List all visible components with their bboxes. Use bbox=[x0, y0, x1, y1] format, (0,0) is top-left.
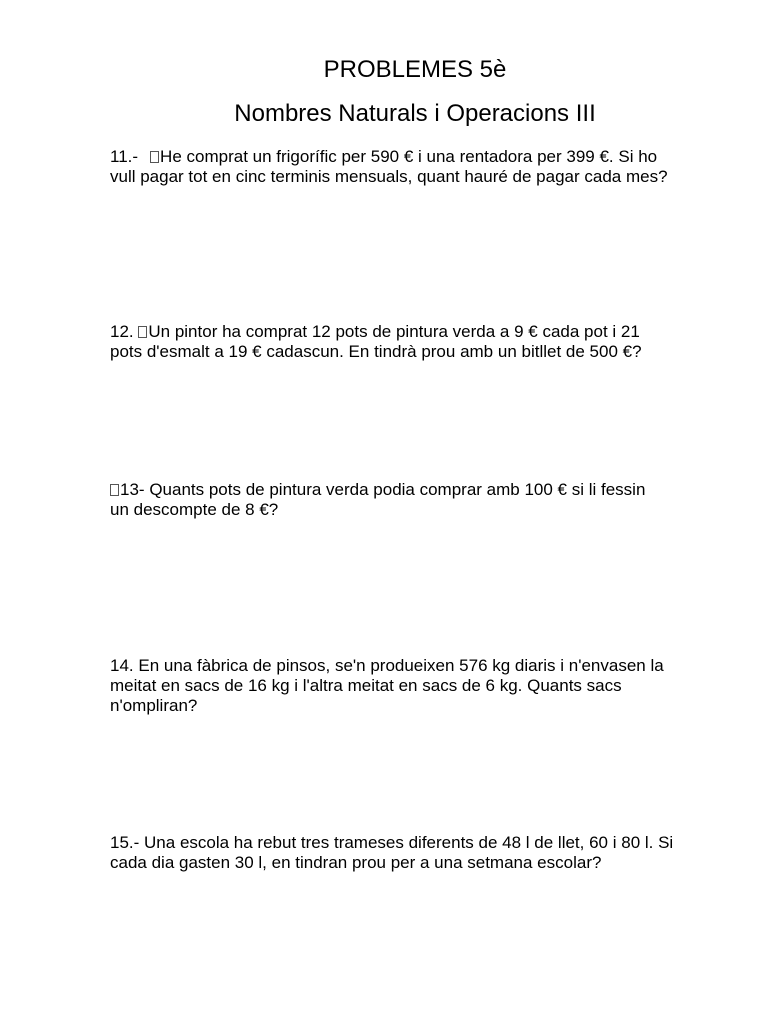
problem-12-number: 12. bbox=[110, 322, 134, 341]
problem-15-text-1: Una escola ha rebut tres trameses diferents de 48 l de llet, 60 i 80 l. Si bbox=[144, 833, 674, 852]
problem-14 bbox=[110, 656, 720, 716]
problem-12-text-1: Un pintor ha comprat 12 pots de pintura verda a 9 € cada pot i 21 bbox=[148, 322, 640, 341]
problem-12-text-2: pots d'esmalt a 19 € cadascun. En tindrà prou amb un bitllet de 500 €? bbox=[110, 342, 642, 361]
problem-13 bbox=[110, 480, 720, 520]
problem-14-number: 14. bbox=[110, 656, 134, 675]
checkbox-glyph-icon bbox=[138, 326, 147, 338]
problem-11-number: 11.- bbox=[110, 147, 139, 166]
problem-14-text-2: meitat en sacs de 16 kg i l'altra meitat en sacs de 6 kg. Quants sacs bbox=[110, 676, 622, 695]
problem-14-text-3: n'ompliran? bbox=[110, 696, 198, 715]
problem-11 bbox=[110, 147, 720, 187]
problem-13-number: 13- bbox=[120, 480, 145, 499]
problem-11-text-2: vull pagar tot en cinc terminis mensuals, quant hauré de pagar cada mes? bbox=[110, 167, 668, 186]
problem-13-line-1 bbox=[110, 480, 720, 500]
problem-15 bbox=[110, 833, 720, 873]
problem-12-line-1 bbox=[110, 322, 720, 342]
problem-13-text-1: Quants pots de pintura verda podia comprar amb 100 € si li fessin bbox=[149, 480, 646, 499]
problem-14-line-1 bbox=[110, 656, 720, 676]
problem-13-text-2: un descompte de 8 €? bbox=[110, 500, 279, 519]
problem-14-text-1: En una fàbrica de pinsos, se'n produeixen 576 kg diaris i n'envasen la bbox=[138, 656, 664, 675]
page-subtitle: Nombres Naturals i Operacions III bbox=[234, 100, 596, 127]
checkbox-glyph-icon bbox=[110, 484, 119, 496]
problem-15-text-2: cada dia gasten 30 l, en tindran prou per a una setmana escolar? bbox=[110, 853, 602, 872]
checkbox-glyph-icon bbox=[150, 151, 159, 163]
page-title: PROBLEMES 5è bbox=[323, 56, 507, 83]
problem-15-number: 15.- bbox=[110, 833, 140, 852]
problem-11-text-1: He comprat un frigorífic per 590 € i una rentadora per 399 €. Si ho bbox=[160, 147, 658, 166]
problem-12 bbox=[110, 322, 720, 362]
problem-11-line-1 bbox=[110, 147, 720, 167]
problem-15-line-1 bbox=[110, 833, 720, 853]
